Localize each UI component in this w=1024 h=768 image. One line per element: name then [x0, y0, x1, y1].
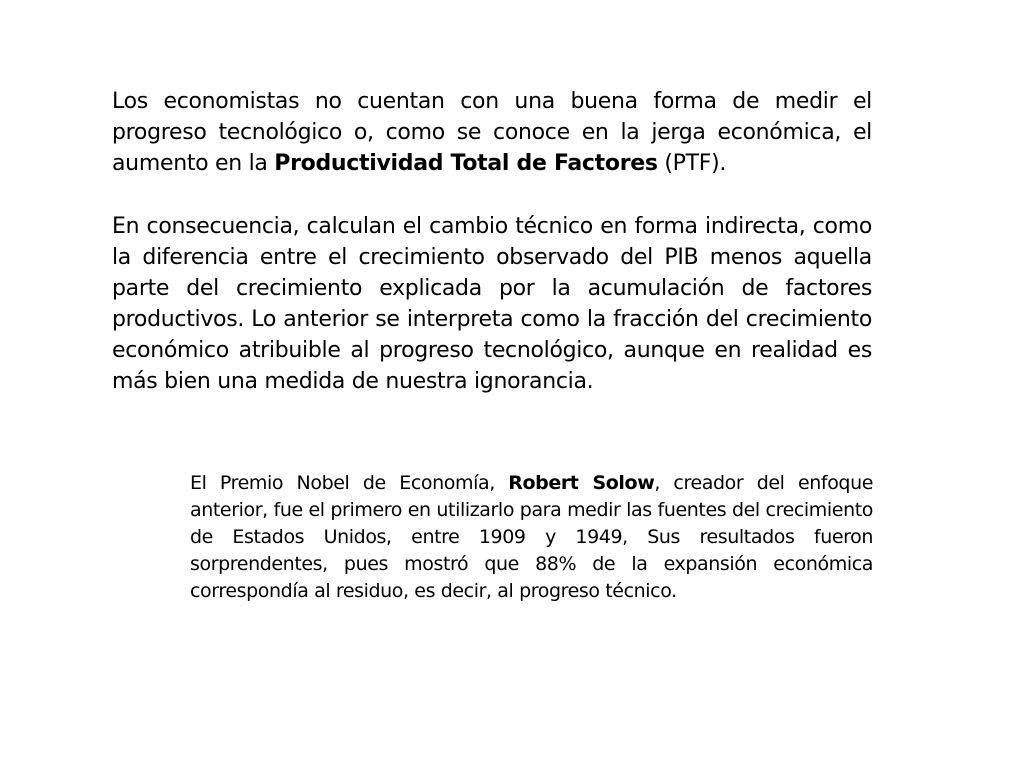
paragraph-solow-text-start: El Premio Nobel de Economía,: [190, 472, 509, 494]
paragraph-ptf-definition: [112, 86, 872, 179]
paragraph-ptf-text-start: Los economistas no cuentan con una buena forma de medir el progreso tecnológico o, como se conoce en la jerga económica, el aumento en la: [112, 89, 872, 176]
paragraph-ptf-text-end: (PTF).: [657, 151, 727, 176]
paragraph-indirect-measurement: [112, 211, 872, 397]
paragraph-solow-text-end: , creador del enfoque anterior, fue el primero en utilizarlo para medir las fuentes del crecimiento de Estados Unidos, entre 1909 y 1949, Sus resultados fueron sorprendentes, pues mostró que 88% de la expansión económica correspondía al residuo, es decir, al progreso técnico.: [190, 472, 874, 602]
ptf-term-bold: Productividad Total de Factores: [274, 151, 658, 176]
paragraph-solow: [190, 470, 873, 605]
paragraph-indirect-text: En consecuencia, calculan el cambio técnico en forma indirecta, como la diferencia entre el crecimiento observado del PIB menos aquella parte del crecimiento explicada por la acumulación de factores productivos. Lo anterior se interpreta como la fracción del crecimiento económico atribuible al progreso tecnológico, aunque en realidad es más bien una medida de nuestra ignorancia.: [112, 214, 872, 394]
solow-name-bold: Robert Solow: [508, 472, 655, 494]
